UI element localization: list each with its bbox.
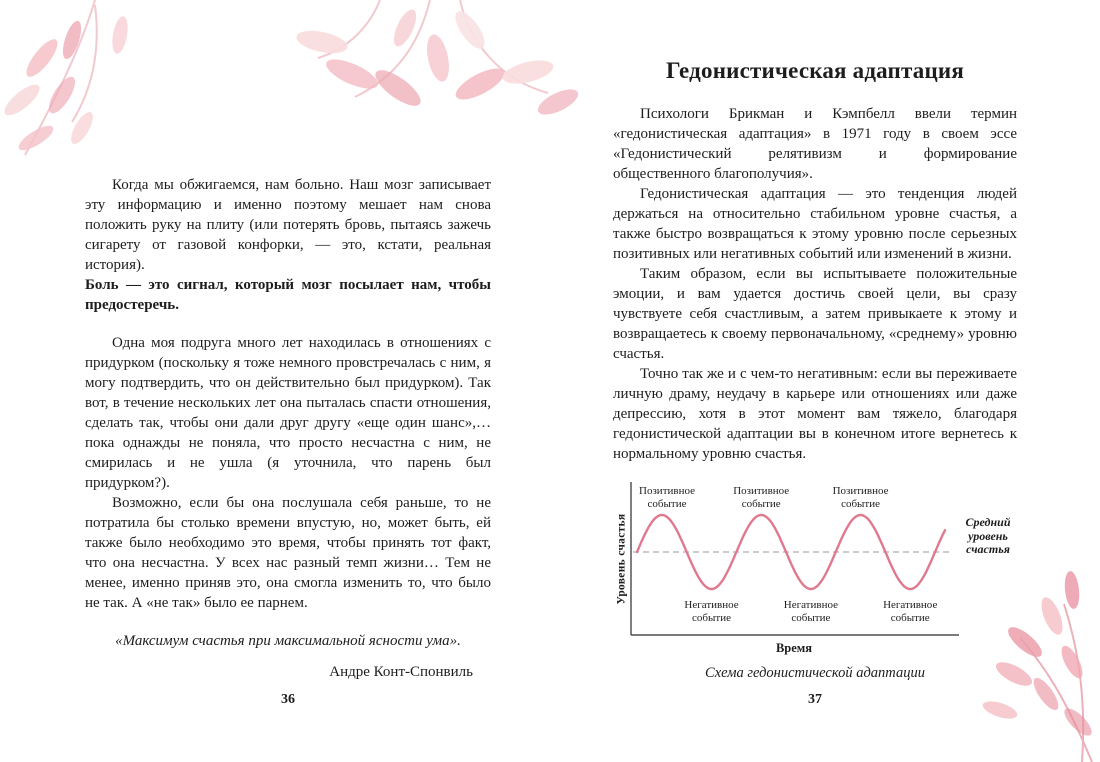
x-axis-label: Время	[775, 641, 813, 655]
chart-plot-area	[613, 480, 1017, 638]
quote: «Максимум счастья при максимальной ясности ума».	[115, 633, 461, 649]
chart-caption: Схема гедонистической адаптации	[705, 665, 925, 681]
paragraph: Таким образом, если вы испытываете положительные эмоции, и вам удается достичь своей цели, вы сразу чувствуете себя счастливым, а затем привыкаете к этому и возвращаетесь к своему первоначальному, «среднему» уровню счастья.	[613, 266, 1017, 362]
paragraph: Точно так же и с чем-то негативным: если вы переживаете личную драму, неудачу в карьере или отношениях или даже депрессию, хотя в этот момент вам тяжело, благодаря гедонистической адаптации вы в конечном итоге вернетесь к нормальному уровню счастья.	[613, 366, 1017, 462]
happiness-chart-svg	[629, 480, 959, 638]
hedonic-adaptation-chart	[613, 480, 1017, 682]
y-axis-label	[613, 480, 629, 638]
quote-attribution: Андре Конт-Спонвиль	[329, 664, 473, 680]
positive-event-label: Позитивное событие	[832, 485, 889, 510]
positive-event-label: Позитивное событие	[639, 485, 695, 510]
chapter-heading: Гедонистическая адаптация	[665, 58, 965, 83]
negative-event-label: Негативное событие	[684, 599, 739, 624]
paragraph: Одна моя подруга много лет находилась в отношениях с придурком (поскольку я тоже немного провстречалась с ним, я могу подтвердить, что он действительно был придурком). Так вот, в течение нескольких лет она пыталась спасти отношения, сделать так, чтобы они дали друг другу «еще один шанс»,… пока однажды не поняла, что просто несчастна с ним, не смирилась и не ушла (я уточнила, что парень был придурком?).	[85, 335, 491, 491]
negative-event-label: Негативное событие	[883, 599, 938, 624]
bold-paragraph: Боль — это сигнал, который мозг посылает нам, чтобы предостеречь.	[85, 277, 491, 313]
right-page-text	[613, 58, 1017, 682]
page-number-left: 36	[281, 692, 295, 707]
paragraph: Когда мы обжигаемся, нам больно. Наш мозг записывает эту информацию и именно поэтому мешает нам снова положить руку на плиту (или потерять бровь, пытаясь зажечь сигарету от газовой конфорки, — это, кстати, реальная история).	[85, 177, 491, 273]
left-page-text	[85, 175, 491, 681]
positive-event-label: Позитивное событие	[733, 485, 790, 510]
page-number-right: 37	[808, 692, 822, 707]
paragraph: Психологи Брикман и Кэмпбелл ввели термин «гедонистическая адаптация» в 1971 году в своем эссе «Гедонистический релятивизм и формирование общественного благополучия».	[613, 106, 1017, 182]
floral-decoration-top-left	[0, 0, 580, 195]
paragraph: Возможно, если бы она послушала себя раньше, то не потратила бы столько времени впустую, но, может быть, ей также было необходимо это время, чтобы принять тот факт, что она несчастна. У всех нас разный темп жизни… Тем не менее, именно приняв это, она смогла изменить то, что было не так. А «не так» было ее парнем.	[85, 495, 491, 611]
paragraph: Гедонистическая адаптация — это тенденция людей держаться на относительно стабильном уровне счастья, а также быстро возвращаться к этому уровню после серьезных позитивных или негативных событий или изменений в жизни.	[613, 186, 1017, 262]
y-axis-label-text: Уровень счастья	[615, 513, 628, 605]
negative-event-label: Негативное событие	[783, 599, 838, 624]
average-level-label: Средний уровень счастья	[965, 515, 1011, 556]
